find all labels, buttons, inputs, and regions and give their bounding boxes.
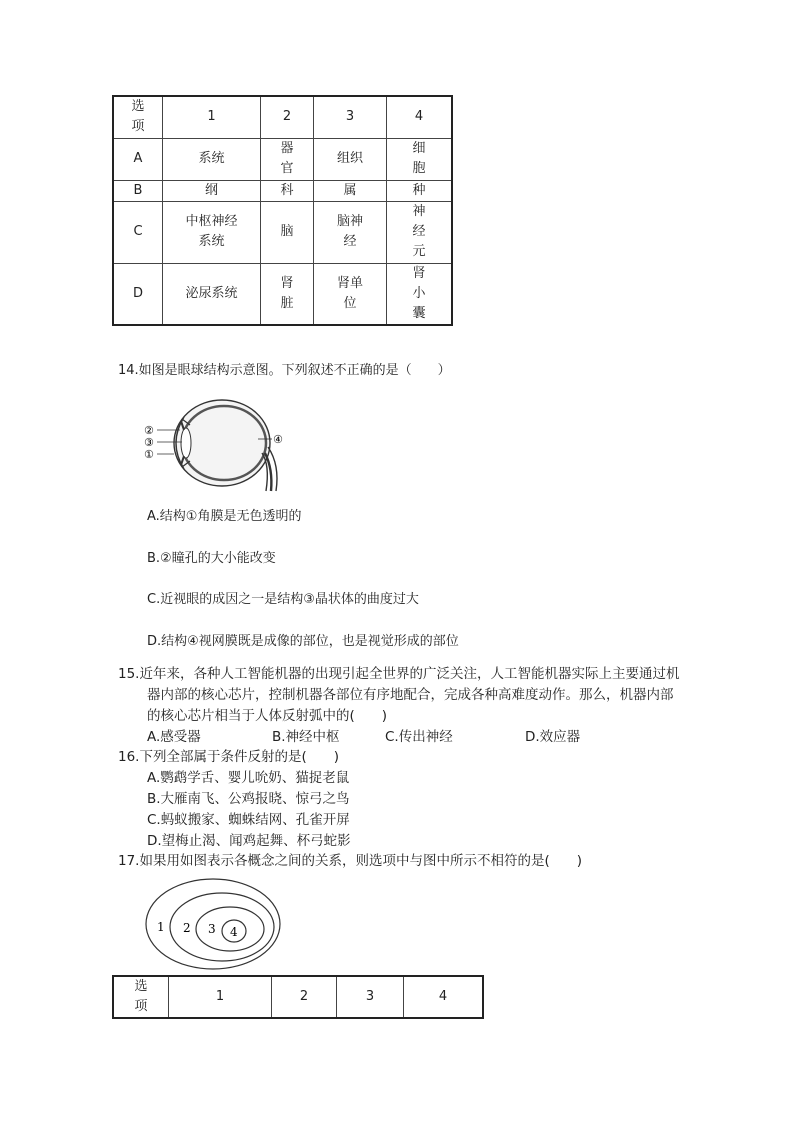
- table-header-cell: 3: [337, 976, 404, 1018]
- table-cell: B: [113, 180, 163, 201]
- question-14-option-b: B.②瞳孔的大小能改变: [147, 551, 276, 566]
- table-cell: 肾 脏: [261, 263, 314, 325]
- concept-nesting-diagram: [144, 876, 284, 971]
- table-header-cell: 4: [404, 976, 484, 1018]
- question-16-option-d: D.望梅止渴、闻鸡起舞、杯弓蛇影: [147, 833, 351, 849]
- eyeball-diagram: [140, 395, 300, 495]
- table-cell: 科: [261, 180, 314, 201]
- table-cell: 纲: [163, 180, 261, 201]
- question-15-option-b: B.神经中枢: [272, 729, 340, 745]
- table-header-cell: 1: [169, 976, 272, 1018]
- eye-label: ①: [144, 448, 154, 461]
- question-14-stem: 14.如图是眼球结构示意图。下列叙述不正确的是（ ）: [118, 363, 451, 378]
- table-cell: 细 胞: [387, 138, 453, 180]
- eye-label: ②: [144, 424, 154, 437]
- question-17-stem: 17.如果用如图表示各概念之间的关系，则选项中与图中所示不相符的是( ): [118, 853, 583, 869]
- table-cell: C: [113, 201, 163, 263]
- diagram-label-4: 4: [230, 925, 238, 939]
- eye-label: ③: [144, 436, 154, 449]
- table-cell: 肾单 位: [314, 263, 387, 325]
- table-header-cell: 4: [387, 96, 453, 138]
- table-cell: 泌尿系统: [163, 263, 261, 325]
- table-cell: 脑神 经: [314, 201, 387, 263]
- table-header-cell: 1: [163, 96, 261, 138]
- question-15-line-3: 的核心芯片相当于人体反射弧中的( ): [147, 708, 388, 724]
- table-header-cell: 2: [261, 96, 314, 138]
- question-16-option-b: B.大雁南飞、公鸡报晓、惊弓之鸟: [147, 791, 350, 807]
- question-15-option-d: D.效应器: [525, 729, 581, 745]
- question-16-stem: 16.下列全部属于条件反射的是( ): [118, 749, 340, 765]
- table-cell: D: [113, 263, 163, 325]
- options-table-2: [112, 975, 484, 1019]
- question-14-option-c: C.近视眼的成因之一是结构③晶状体的曲度过大: [147, 592, 419, 607]
- question-16-option-a: A.鹦鹉学舌、婴儿吮奶、猫捉老鼠: [147, 770, 350, 786]
- question-14-option-d: D.结构④视网膜既是成像的部位，也是视觉形成的部位: [147, 634, 459, 649]
- table-cell: 肾 小 囊: [387, 263, 453, 325]
- diagram-label-2: 2: [183, 921, 191, 935]
- question-15-line-2: 器内部的核心芯片，控制机器各部位有序地配合，完成各种高难度动作。那么，机器内部: [147, 687, 674, 703]
- table-header-cell: 选 项: [113, 976, 169, 1018]
- question-14-option-a: A.结构①角膜是无色透明的: [147, 509, 302, 524]
- table-cell: 中枢神经 系统: [163, 201, 261, 263]
- question-15-option-a: A.感受器: [147, 729, 201, 745]
- options-table-1: [112, 95, 453, 326]
- table-cell: 脑: [261, 201, 314, 263]
- table-cell: 器 官: [261, 138, 314, 180]
- table-cell: 属: [314, 180, 387, 201]
- table-cell: 种: [387, 180, 453, 201]
- table-header-cell: 选 项: [113, 96, 163, 138]
- question-16-option-c: C.蚂蚁搬家、蜘蛛结网、孔雀开屏: [147, 812, 350, 828]
- question-15-line-1: 15.近年来，各种人工智能机器的出现引起全世界的广泛关注，人工智能机器实际上主要通过机: [118, 666, 680, 682]
- table-cell: 神 经 元: [387, 201, 453, 263]
- table-cell: 系统: [163, 138, 261, 180]
- table-header-cell: 3: [314, 96, 387, 138]
- table-cell: A: [113, 138, 163, 180]
- diagram-label-1: 1: [157, 920, 165, 934]
- diagram-label-3: 3: [208, 922, 216, 936]
- table-header-cell: 2: [272, 976, 337, 1018]
- eye-label: ④: [273, 433, 283, 446]
- question-15-option-c: C.传出神经: [385, 729, 453, 745]
- table-cell: 组织: [314, 138, 387, 180]
